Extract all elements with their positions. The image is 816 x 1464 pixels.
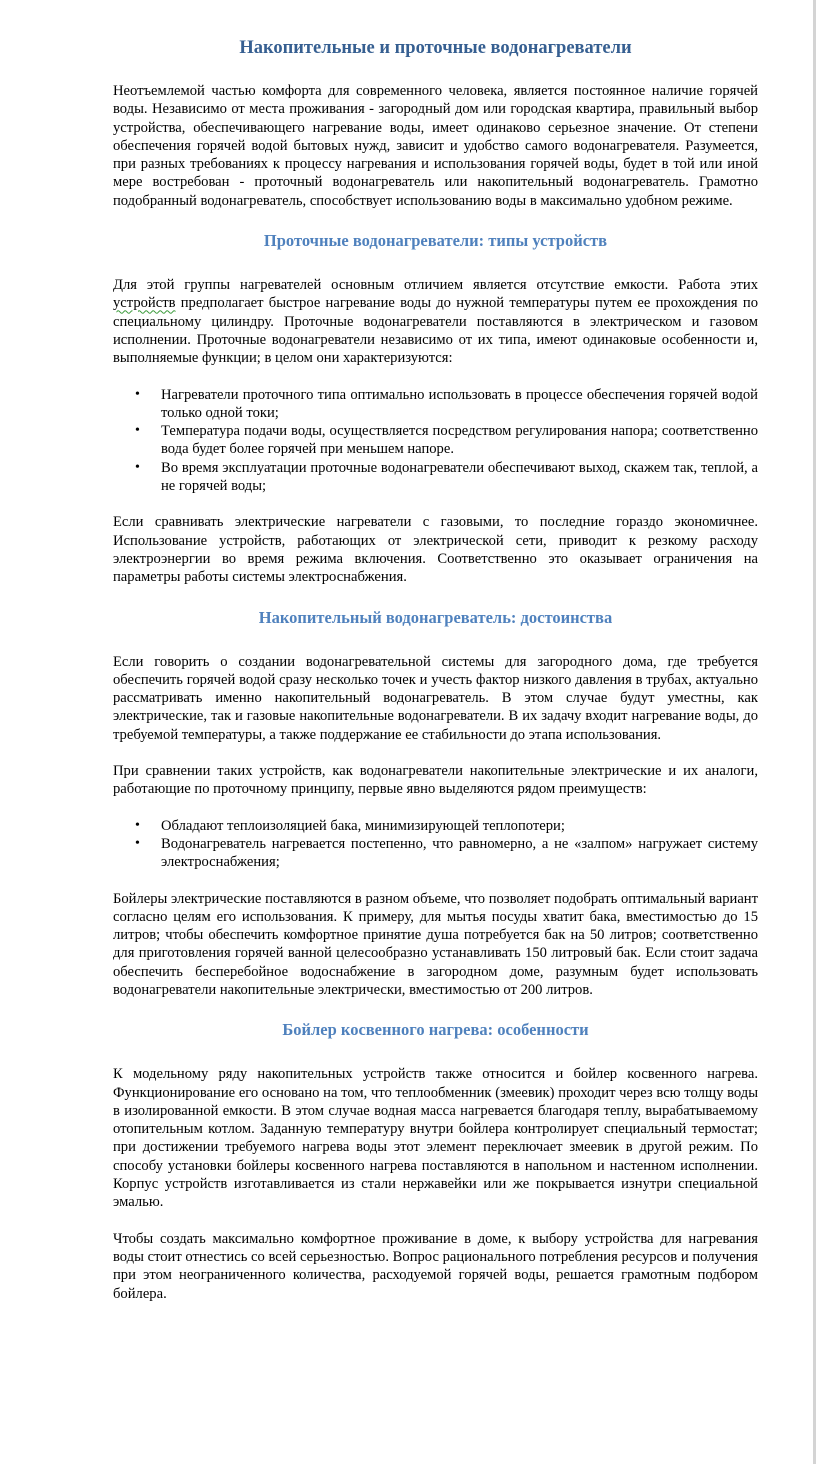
storage-heater-paragraph-2: При сравнении таких устройств, как водонагреватели накопительные электрические и их аналоги, работающие по проточному принципу, первые явно выделяются рядом преимуществ: bbox=[113, 763, 758, 798]
list-item bbox=[113, 817, 758, 835]
flow-heaters-paragraph-1 bbox=[113, 276, 758, 367]
storage-heater-paragraph-1: Если говорить о создании водонагревательной системы для загородного дома, где требуется обеспечить горячей водой сразу несколько точек и учесть фактор низкого давления в трубах, актуально рассматривать именно накопительный водонагреватель. В этом случае будут уместны, как электрические, так и газовые накопительные водонагреватели. В их задачу входит нагревание воды, до требуемой температуры, а также поддержание ее стабильности до этапа использования. bbox=[113, 653, 758, 743]
document-title: Накопительные и проточные водонагреватели bbox=[239, 38, 632, 58]
list-item bbox=[113, 459, 758, 496]
spellcheck-underlined-word: устройств bbox=[113, 295, 176, 312]
storage-heater-bullet-list bbox=[113, 817, 758, 872]
section-heading-storage-heater: Накопительный водонагреватель: достоинства bbox=[258, 607, 613, 627]
section-heading-flow-heaters: Проточные водонагреватели: типы устройств bbox=[263, 231, 608, 251]
list-item-text: Водонагреватель нагревается постепенно, что равномерно, а не «залпом» нагружает систему электроснабжения; bbox=[161, 835, 758, 871]
bullet-icon: • bbox=[135, 386, 140, 402]
indirect-boiler-paragraph-2: Чтобы создать максимально комфортное проживание в доме, к выбору устройства для нагревания воды стоит отнестись со всей серьезностью. Вопрос рационального потребления ресурсов и получения при этом неограниченного количества, расходуемой горячей воды, решается грамотным подбором бойлера. bbox=[113, 1230, 758, 1302]
list-item-text: Нагреватели проточного типа оптимально использовать в процессе обеспечения горячей водой только одной токи; bbox=[161, 386, 758, 421]
text-run: предполагает быстрое нагревание воды до нужной температуры путем ее прохождения по специальному цилиндру. Проточные водонагреватели поставляются в электрическом и газовом исполнении. Проточные водонагреватели независимо от их типа, имеют одинаковые особенности и, выполняемые функции; в целом они характеризуются: bbox=[113, 295, 758, 367]
list-item bbox=[113, 386, 758, 423]
flow-heaters-paragraph-2: Если сравнивать электрические нагреватели с газовыми, то последние гораздо экономичнее. Использование устройств, работающих от электрической сети, приводит к резкому расходу электроэнергии во время режима включения. Соответственно это оказывает ограничения на параметры работы системы электроснабжения. bbox=[113, 514, 758, 586]
intro-paragraph: Неотъемлемой частью комфорта для современного человека, является постоянное наличие горячей воды. Независимо от места проживания - загородный дом или городская квартира, правильный выбор устройства, обеспечивающего нагревание воды, имеет одинаково серьезное значение. От степени обеспечения горячей водой бытовых нужд, зависит и удобство самого водонагревателя. Разумеется, при разных требованиях к процессу нагревания и использования горячей воды, будет в той или иной мере востребован - проточный водонагреватель или накопительный водонагреватель. Грамотно подобранный водонагреватель, способствует использованию воды в максимально удобном режиме. bbox=[113, 83, 758, 209]
storage-heater-paragraph-3: Бойлеры электрические поставляются в разном объеме, что позволяет подобрать оптимальный вариант согласно целям его использования. К примеру, для мытья посуды хватит бака, вместимостью до 15 литров; чтобы обеспечить комфортное принятие душа потребуется бак на 50 литров; соответственно для приготовления горячей ванной целесообразно устанавливать 150 литровый бак. Если стоит задача обеспечить бесперебойное водоснабжение в загородном доме, разумным будет использовать водонагреватели накопительные электрически, вместимостью от 200 литров. bbox=[113, 890, 758, 998]
flow-heaters-bullet-list bbox=[113, 386, 758, 496]
list-item-text: Температура подачи воды, осуществляется посредством регулирования напора; соответственно вода будет более горячей при меньшем напоре. bbox=[161, 423, 758, 458]
list-item-text: Обладают теплоизоляцией бака, минимизирующей теплопотери; bbox=[161, 817, 565, 834]
bullet-icon: • bbox=[135, 817, 140, 833]
indirect-boiler-paragraph-1: К модельному ряду накопительных устройств также относится и бойлер косвенного нагрева. Функционирование его основано на том, что теплообменник (змеевик) проходит через всю толщу воды в изолированной емкости. В этом случае водная масса нагревается благодаря теплу, вырабатываемому отопительным котлом. Заданную температуру внутри бойлера контролирует специальный термостат; при достижении требуемого нагрева воды этот элемент переключает змеевик в другой режим. По способу установки бойлеры косвенного нагрева поставляются в напольном и настенном исполнении. Корпус устройств изготавливается из стали нержавейки или же покрывается изнутри специальной эмалью. bbox=[113, 1066, 758, 1211]
bullet-icon: • bbox=[135, 459, 140, 475]
document-body bbox=[113, 36, 758, 1321]
section-heading-indirect-boiler: Бойлер косвенного нагрева: особенности bbox=[282, 1020, 589, 1040]
text-run: Для этой группы нагревателей основным отличием является отсутствие емкости. Работа этих bbox=[113, 277, 758, 294]
bullet-icon: • bbox=[135, 835, 140, 851]
bullet-icon: • bbox=[135, 423, 140, 439]
list-item-text: Во время эксплуатации проточные водонагреватели обеспечивают выход, скажем так, теплой, а не горячей воды; bbox=[161, 459, 758, 495]
list-item bbox=[113, 422, 758, 459]
list-item bbox=[113, 835, 758, 872]
